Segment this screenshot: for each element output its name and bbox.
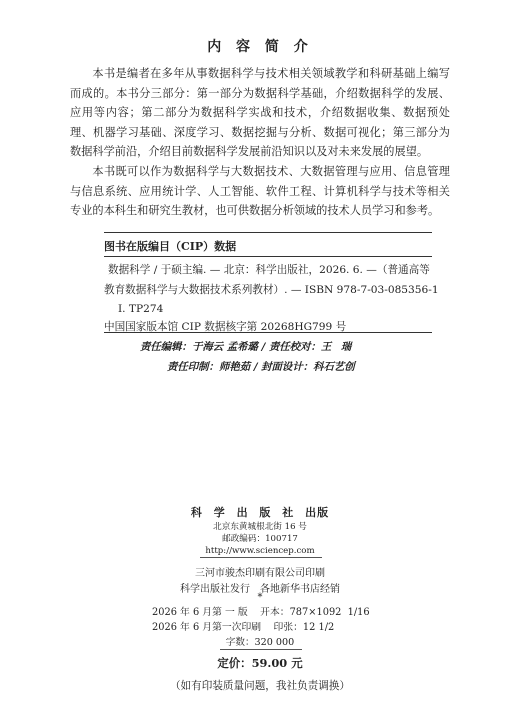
distributor: 科学出版社发行 [180, 584, 250, 595]
publisher-divider [200, 557, 322, 558]
separator-star: * [257, 592, 263, 603]
publisher-logo-text: 科 学 出 版 社 [190, 506, 298, 519]
retailer: 各地新华书店经销 [260, 584, 340, 595]
proofreader-name: 王 瑞 [320, 341, 355, 353]
intro-paragraph: 本书是编者在多年从事数据科学与技术相关领域教学和科研基础上编写而成的。本书分三部分：第一部分为数据科学基础，介绍数据科学的发展、应用等内容；第二部分为数据科学实战和技术，介绍数据收集、数据预处理、机器学习基础、深度学习、数据挖掘与分析、数据可视化；第三部分为数据科学前沿，介绍目前数据科学发展前沿知识以及对未来发展的展望。 [70, 67, 450, 158]
publisher-address: 北京东黄城根北街 16 号 [213, 522, 307, 532]
cip-classification: Ⅰ. TP274 [118, 303, 164, 315]
word-count: 字数：320 000 [225, 637, 295, 648]
price-divider [220, 649, 302, 650]
editor-credit-label: 责任编辑：于海云 [140, 341, 224, 353]
cip-record-number: 中国国家版本馆 CIP 数据核字第 20268HG799 号 [104, 321, 347, 333]
price: 定价：59.00 元 [217, 656, 303, 670]
production-credits: 责任印制：师艳茹 / 封面设计：科石艺创 [167, 361, 355, 373]
cip-bottom-rule [104, 332, 432, 333]
publisher-postcode: 邮政编码：100717 [222, 534, 298, 544]
publisher-name [0, 504, 520, 520]
printing-line: 2026 年 6 月第一次印刷 印张：12 1/2 [152, 622, 335, 633]
quality-note: （如有印装质量问题，我社负责调换） [169, 680, 351, 692]
intro-title: 内 容 简 介 [207, 39, 313, 55]
cip-top-rule [104, 232, 432, 233]
cip-heading-rule [104, 256, 432, 257]
editor-credits [140, 338, 354, 353]
cip-entry-line: 数据科学 / 于硕主编. — 北京：科学出版社，2026. 6. —（普通高等 [108, 264, 430, 276]
printer-line: 三河市骏杰印刷有限公司印刷 [195, 568, 325, 579]
cip-heading: 图书在版编目（CIP）数据 [104, 240, 237, 253]
proofreader-label: / 责任校对： [257, 341, 321, 353]
editor-credit-name: 孟希璐 [226, 341, 258, 353]
cip-entry-line: 教育数据科学与大数据技术系列教材）. — ISBN 978-7-03-085356-1 [104, 284, 439, 296]
publisher-url: http://www.sciencep.com [205, 546, 315, 556]
edition-line: 2026 年 6 月第 一 版 开本：787×1092 1/16 [152, 607, 370, 618]
intro-paragraph: 本书既可以作为数据科学与大数据技术、大数据管理与应用、信息管理与信息系统、应用统计学、人工智能、软件工程、计算机科学与技术等相关专业的本科生和研究生教材，也可供数据分析领域的技术人员学习和参考。 [70, 165, 450, 217]
publisher-suffix: 出版 [305, 506, 330, 519]
